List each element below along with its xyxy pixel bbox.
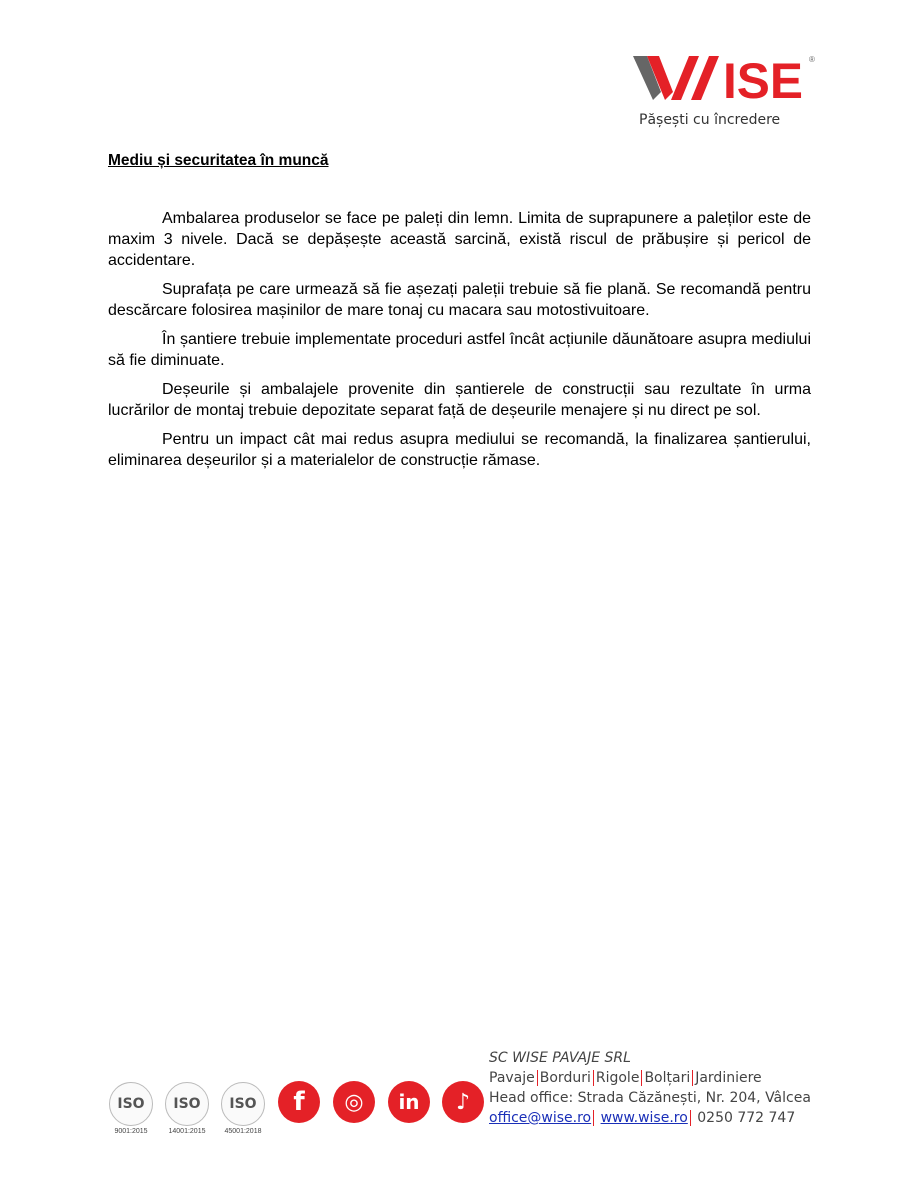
- product-list: [489, 1068, 811, 1088]
- product-item: Jardiniere: [695, 1070, 762, 1086]
- logo-mark: [633, 52, 823, 102]
- product-item: Bolțari: [644, 1070, 691, 1086]
- email-link[interactable]: office@wise.ro: [489, 1110, 592, 1126]
- paragraph: În șantiere trebuie implementate proceduri astfel încât acțiunile dăunătoare asupra mediului să fie diminuate.: [108, 331, 811, 369]
- iso-certification: [106, 1082, 156, 1135]
- logo-tagline: Pășești cu încredere: [639, 112, 781, 128]
- paragraph: Deșeurile și ambalajele provenite din șantierele de construcții sau rezultate în urma lucrărilor de montaj trebuie depozitate separat față de deșeurile menajere și nu direct pe sol.: [108, 381, 811, 419]
- footer: [106, 1040, 816, 1135]
- svg-text:®: ®: [809, 55, 815, 64]
- iso-standard: 14001:2015: [168, 1128, 206, 1135]
- facebook-icon[interactable]: f: [278, 1081, 320, 1123]
- contact-line: [489, 1108, 811, 1128]
- iso-badge-icon: ISO: [221, 1082, 265, 1126]
- svg-text:ISE: ISE: [723, 53, 803, 102]
- iso-badge-icon: ISO: [109, 1082, 153, 1126]
- iso-certification: [218, 1082, 268, 1135]
- product-item: Rigole: [595, 1070, 640, 1086]
- company-info: [489, 1048, 811, 1128]
- iso-badge-icon: ISO: [165, 1082, 209, 1126]
- document-body: [108, 208, 811, 479]
- paragraph: Pentru un impact cât mai redus asupra mediului se recomandă, la finalizarea șantierului, eliminarea deșeurilor și a materialelor de construcție rămase.: [108, 431, 811, 469]
- product-item: Pavaje: [489, 1070, 535, 1086]
- tiktok-icon[interactable]: ♪: [442, 1081, 484, 1123]
- iso-standard: 45001:2018: [224, 1128, 262, 1135]
- section-heading: Mediu și securitatea în muncă: [108, 152, 329, 169]
- website-link[interactable]: www.wise.ro: [600, 1110, 688, 1126]
- iso-standard: 9001:2015: [114, 1128, 148, 1135]
- iso-certification: [162, 1082, 212, 1135]
- wise-logo: [633, 52, 823, 134]
- paragraph: Suprafața pe care urmează să fie așezați paleții trebuie să fie plană. Se recomandă pentru descărcare folosirea mașinilor de mare tonaj cu macara sau motostivuitoare.: [108, 281, 811, 319]
- product-item: Borduri: [539, 1070, 591, 1086]
- paragraph: Ambalarea produselor se face pe paleți din lemn. Limita de suprapunere a paleților este de maxim 3 nivele. Dacă se depășește această sarcină, există riscul de prăbușire și pericol de accidentare.: [108, 210, 811, 269]
- address: Head office: Strada Căzănești, Nr. 204, Vâlcea: [489, 1090, 811, 1106]
- phone-number: 0250 772 747: [697, 1110, 796, 1126]
- company-name: SC WISE PAVAJE SRL: [489, 1050, 631, 1066]
- linkedin-icon[interactable]: in: [388, 1081, 430, 1123]
- instagram-icon[interactable]: ◎: [333, 1081, 375, 1123]
